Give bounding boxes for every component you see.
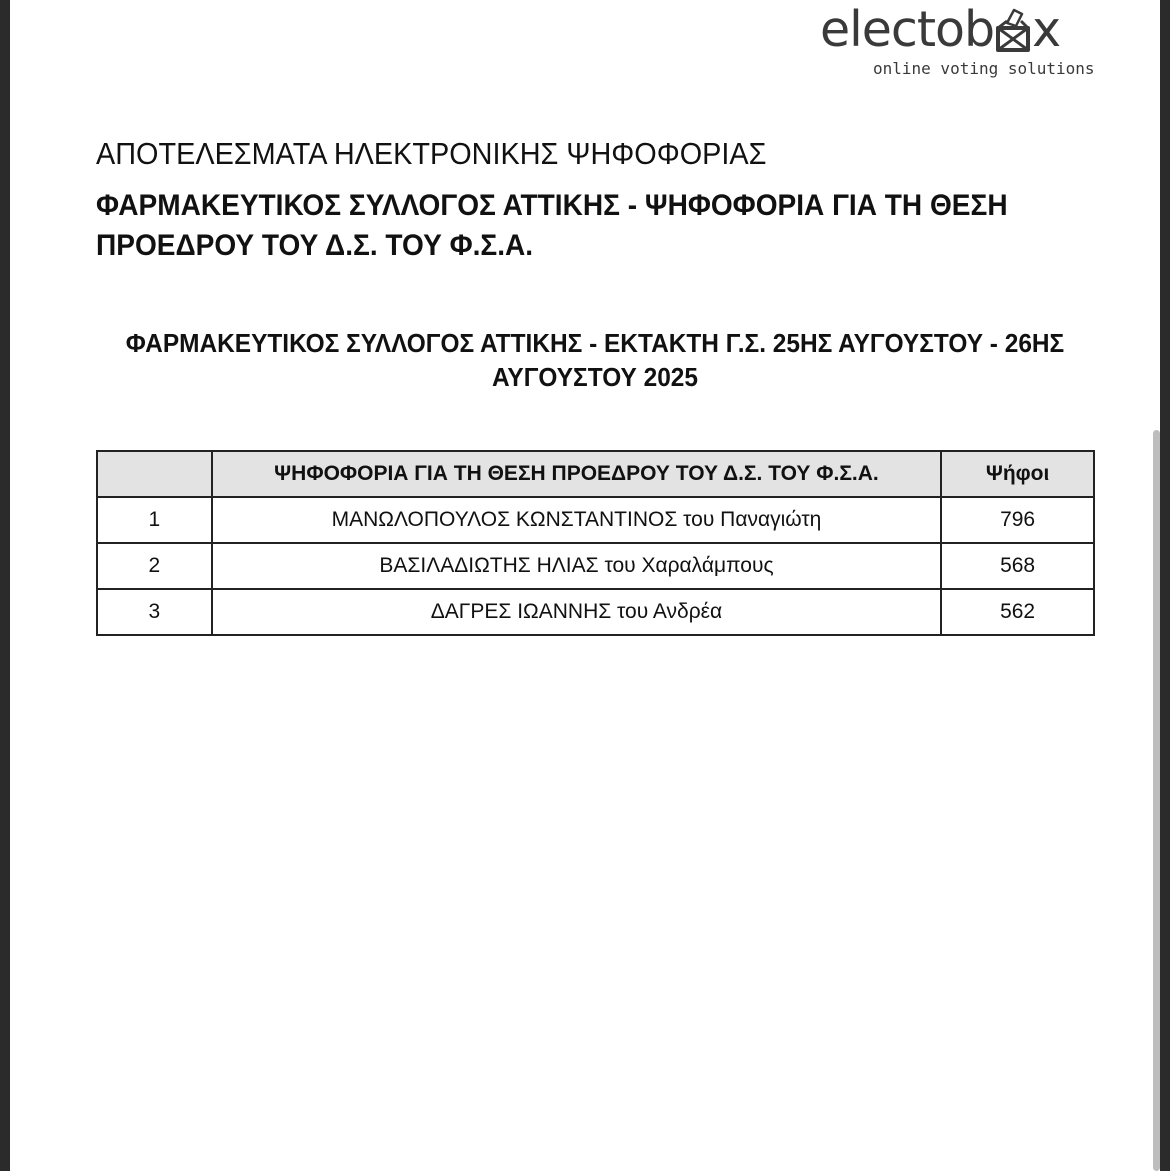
candidate-cell: ΒΑΣΙΛΑΔΙΩΤΗΣ ΗΛΙΑΣ του Χαραλάμπους	[212, 543, 942, 589]
electobox-logo	[820, 2, 1120, 82]
rank-cell: 2	[97, 543, 212, 589]
rank-cell: 3	[97, 589, 212, 635]
ballot-box-icon	[994, 8, 1032, 52]
table-row	[97, 497, 1094, 543]
scrollbar-track[interactable]	[1160, 0, 1170, 1171]
document-title: ΑΠΟΤΕΛΕΣΜΑΤΑ ΗΛΕΚΤΡΟΝΙΚΗΣ ΨΗΦΟΦΟΡΙΑΣ	[96, 136, 767, 171]
event-title: ΦΑΡΜΑΚΕΥΤΙΚΟΣ ΣΥΛΛΟΓΟΣ ΑΤΤΙΚΗΣ - ΕΚΤΑΚΤΗ Γ.Σ. 25ΗΣ ΑΥΓΟΥΣΤΟΥ - 26ΗΣ ΑΥΓΟΥΣΤΟΥ 2025	[125, 328, 1065, 392]
header-candidate: ΨΗΦΟΦΟΡΙΑ ΓΙΑ ΤΗ ΘΕΣΗ ΠΡΟΕΔΡΟΥ ΤΟΥ Δ.Σ. ΤΟΥ Φ.Σ.Α.	[212, 451, 942, 497]
votes-cell: 562	[941, 589, 1094, 635]
results-header-row	[97, 451, 1094, 497]
scrollbar-thumb[interactable]	[1153, 430, 1160, 1171]
votes-cell: 568	[941, 543, 1094, 589]
votes-cell: 796	[941, 497, 1094, 543]
results-table	[96, 450, 1095, 636]
logo-wordmark-suffix: x	[1032, 1, 1061, 58]
candidate-cell: ΔΑΓΡΕΣ ΙΩΑΝΝΗΣ του Ανδρέα	[212, 589, 942, 635]
rank-cell: 1	[97, 497, 212, 543]
document-page	[10, 0, 1160, 1171]
candidate-cell: ΜΑΝΩΛΟΠΟΥΛΟΣ ΚΩΝΣΤΑΝΤΙΝΟΣ του Παναγιώτη	[212, 497, 942, 543]
election-title: ΦΑΡΜΑΚΕΥΤΙΚΟΣ ΣΥΛΛΟΓΟΣ ΑΤΤΙΚΗΣ - ΨΗΦΟΦΟΡΙΑ ΓΙΑ ΤΗ ΘΕΣΗ ΠΡΟΕΔΡΟΥ ΤΟΥ Δ.Σ. ΤΟΥ Φ.Σ.Α.	[96, 189, 1008, 262]
table-row	[97, 589, 1094, 635]
logo-wordmark	[820, 2, 1060, 58]
header-votes: Ψήφοι	[941, 451, 1094, 497]
header-rank	[97, 451, 212, 497]
table-row	[97, 543, 1094, 589]
logo-wordmark-prefix: electob	[820, 1, 995, 58]
logo-tagline: online voting solutions	[873, 59, 1095, 78]
